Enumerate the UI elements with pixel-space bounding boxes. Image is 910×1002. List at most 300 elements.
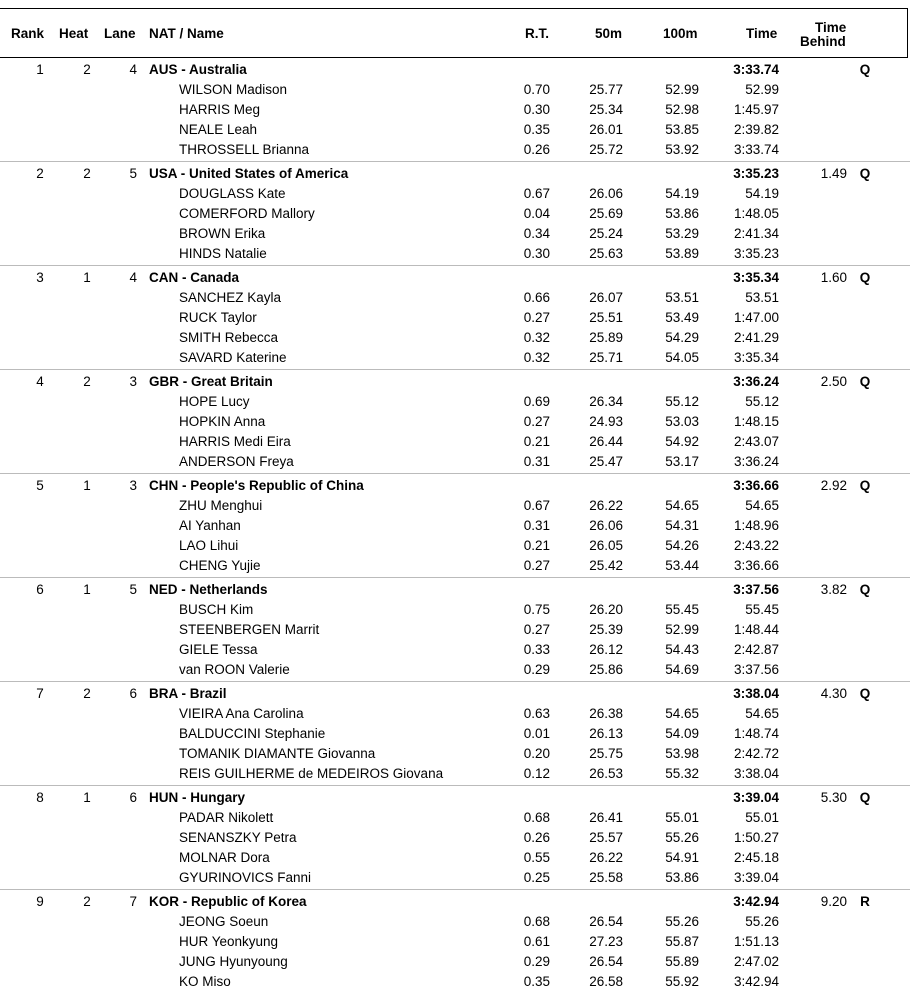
col-100m: 100m [663,26,698,41]
swimmer-row [0,80,910,100]
reaction-time: 0.75 [523,602,550,617]
reaction-time: 0.27 [523,558,550,573]
team-row [0,684,910,704]
swimmer-name: BUSCH Kim [179,602,254,617]
qualification-mark: Q [859,270,871,285]
swimmer-name: STEENBERGEN Marrit [179,622,320,637]
split-50m: 26.34 [589,394,623,409]
reaction-time: 0.55 [523,850,550,865]
reaction-time: 0.32 [523,350,550,365]
split-50m: 25.51 [589,310,623,325]
split-50m: 25.69 [589,206,623,221]
split-100m: 53.49 [665,310,699,325]
team-name: NED - Netherlands [149,582,268,597]
split-100m: 55.01 [665,810,699,825]
split-100m: 55.87 [665,934,699,949]
reaction-time: 0.67 [523,498,550,513]
cumulative-time: 1:48.05 [733,206,779,221]
cumulative-time: 3:33.74 [733,142,779,157]
split-50m: 26.53 [589,766,623,781]
split-50m: 25.86 [589,662,623,677]
split-50m: 26.54 [589,954,623,969]
team-heat: 1 [83,790,91,805]
team-time: 3:36.66 [733,478,779,493]
cumulative-time: 2:39.82 [733,122,779,137]
swimmer-name: ANDERSON Freya [179,454,294,469]
team-time: 3:38.04 [733,686,779,701]
split-50m: 26.01 [589,122,623,137]
reaction-time: 0.12 [523,766,550,781]
team-rank: 6 [36,582,44,597]
split-50m: 26.13 [589,726,623,741]
split-100m: 55.26 [665,914,699,929]
reaction-time: 0.25 [523,870,550,885]
swimmer-name: SANCHEZ Kayla [179,290,282,305]
split-100m: 53.86 [665,870,699,885]
swimmer-row [0,140,910,160]
split-100m: 52.99 [665,622,699,637]
reaction-time: 0.67 [523,186,550,201]
swimmer-name: THROSSELL Brianna [179,142,310,157]
cumulative-time: 1:45.97 [733,102,779,117]
team-name: GBR - Great Britain [149,374,273,389]
cumulative-time: 54.65 [745,498,779,513]
cumulative-time: 3:38.04 [733,766,779,781]
swimmer-row [0,704,910,724]
swimmer-row [0,660,910,680]
reaction-time: 0.26 [523,830,550,845]
team-row [0,788,910,808]
swimmer-name: CHENG Yujie [179,558,261,573]
swimmer-name: NEALE Leah [179,122,258,137]
split-100m: 52.98 [665,102,699,117]
swimmer-row [0,348,910,368]
swimmer-row [0,184,910,204]
split-100m: 54.43 [665,642,699,657]
swimmer-row [0,120,910,140]
team-lane: 5 [129,166,137,181]
split-100m: 53.98 [665,746,699,761]
team-rank: 3 [36,270,44,285]
split-100m: 53.51 [665,290,699,305]
split-100m: 52.99 [665,82,699,97]
reaction-time: 0.04 [523,206,550,221]
reaction-time: 0.33 [523,642,550,657]
cumulative-time: 1:48.15 [733,414,779,429]
cumulative-time: 2:43.07 [733,434,779,449]
swimmer-name: JEONG Soeun [179,914,269,929]
swimmer-name: BALDUCCINI Stephanie [179,726,326,741]
cumulative-time: 3:37.56 [733,662,779,677]
split-100m: 54.29 [665,330,699,345]
split-50m: 25.47 [589,454,623,469]
team-rank: 9 [36,894,44,909]
swimmer-row [0,328,910,348]
cumulative-time: 2:41.34 [733,226,779,241]
qualification-mark: Q [859,478,871,493]
swimmer-row [0,496,910,516]
swimmer-row [0,724,910,744]
swimmer-row [0,952,910,972]
team-lane: 4 [129,270,137,285]
team-time: 3:37.56 [733,582,779,597]
swimmer-name: HINDS Natalie [179,246,267,261]
split-50m: 26.12 [589,642,623,657]
cumulative-time: 2:43.22 [733,538,779,553]
reaction-time: 0.63 [523,706,550,721]
reaction-time: 0.31 [523,454,550,469]
swimmer-row [0,932,910,952]
team-rank: 8 [36,790,44,805]
cumulative-time: 55.01 [745,810,779,825]
team-time: 3:39.04 [733,790,779,805]
cumulative-time: 1:51.13 [733,934,779,949]
swimmer-row [0,640,910,660]
split-50m: 25.63 [589,246,623,261]
cumulative-time: 1:48.74 [733,726,779,741]
col-name: NAT / Name [149,26,224,41]
split-50m: 25.58 [589,870,623,885]
col-time: Time [746,26,778,41]
cumulative-time: 55.26 [745,914,779,929]
split-100m: 54.92 [665,434,699,449]
swimmer-name: GYURINOVICS Fanni [179,870,312,885]
split-100m: 55.12 [665,394,699,409]
col-50m: 50m [595,26,623,41]
reaction-time: 0.32 [523,330,550,345]
swimmer-name: VIEIRA Ana Carolina [179,706,304,721]
cumulative-time: 2:45.18 [733,850,779,865]
reaction-time: 0.27 [523,622,550,637]
swimmer-name: PADAR Nikolett [179,810,274,825]
col-time-behind-2: Behind [800,34,846,49]
split-50m: 27.23 [589,934,623,949]
reaction-time: 0.34 [523,226,550,241]
swimmer-row [0,392,910,412]
reaction-time: 0.61 [523,934,550,949]
team-separator [0,369,910,370]
team-rank: 1 [36,62,44,77]
team-heat: 1 [83,270,91,285]
cumulative-time: 54.65 [745,706,779,721]
swimmer-name: HARRIS Meg [179,102,261,117]
cumulative-time: 1:48.44 [733,622,779,637]
swimmer-row [0,204,910,224]
split-100m: 55.26 [665,830,699,845]
swimmer-name: HOPE Lucy [179,394,250,409]
team-rank: 5 [36,478,44,493]
cumulative-time: 55.45 [745,602,779,617]
team-time: 3:33.74 [733,62,779,77]
cumulative-time: 3:36.24 [733,454,779,469]
team-lane: 6 [129,790,137,805]
swimmer-name: van ROON Valerie [179,662,290,677]
split-100m: 53.89 [665,246,699,261]
cumulative-time: 52.99 [745,82,779,97]
reaction-time: 0.31 [523,518,550,533]
team-rank: 7 [36,686,44,701]
swimmer-name: BROWN Erika [179,226,266,241]
swimmer-row [0,972,910,992]
qualification-mark: Q [859,374,871,389]
team-row [0,892,910,912]
swimmer-name: AI Yanhan [179,518,241,533]
team-separator [0,889,910,890]
swimmer-name: KO Miso [179,974,231,989]
split-100m: 54.26 [665,538,699,553]
split-100m: 55.92 [665,974,699,989]
cumulative-time: 3:39.04 [733,870,779,885]
split-100m: 55.32 [665,766,699,781]
time-behind: 1.49 [820,166,847,181]
swimmer-row [0,848,910,868]
swimmer-row [0,808,910,828]
cumulative-time: 1:47.00 [733,310,779,325]
reaction-time: 0.66 [523,290,550,305]
reaction-time: 0.01 [523,726,550,741]
reaction-time: 0.30 [523,102,550,117]
swimmer-row [0,556,910,576]
split-100m: 54.91 [665,850,699,865]
team-rank: 4 [36,374,44,389]
reaction-time: 0.29 [523,662,550,677]
team-name: CAN - Canada [149,270,240,285]
swimmer-row [0,536,910,556]
team-name: USA - United States of America [149,166,349,181]
team-name: BRA - Brazil [149,686,227,701]
split-50m: 25.42 [589,558,623,573]
team-row [0,372,910,392]
cumulative-time: 1:50.27 [733,830,779,845]
split-50m: 26.54 [589,914,623,929]
split-100m: 53.86 [665,206,699,221]
team-time: 3:36.24 [733,374,779,389]
split-100m: 54.05 [665,350,699,365]
split-50m: 26.44 [589,434,623,449]
table-header [0,8,908,58]
split-50m: 26.22 [589,498,623,513]
split-50m: 26.22 [589,850,623,865]
split-100m: 54.65 [665,706,699,721]
team-row [0,580,910,600]
team-lane: 3 [129,374,137,389]
swimmer-row [0,912,910,932]
swimmer-name: REIS GUILHERME de MEDEIROS Giovana [179,766,444,781]
swimmer-name: SMITH Rebecca [179,330,279,345]
swimmer-row [0,452,910,472]
split-100m: 54.65 [665,498,699,513]
swimmer-row [0,308,910,328]
team-row [0,60,910,80]
col-lane: Lane [104,26,136,41]
split-50m: 25.24 [589,226,623,241]
team-name: AUS - Australia [149,62,247,77]
col-rank: Rank [11,26,45,41]
qualification-mark: Q [859,166,871,181]
cumulative-time: 54.19 [745,186,779,201]
swimmer-row [0,868,910,888]
split-50m: 25.57 [589,830,623,845]
reaction-time: 0.21 [523,434,550,449]
split-100m: 53.92 [665,142,699,157]
cumulative-time: 2:42.87 [733,642,779,657]
swimmer-name: COMERFORD Mallory [179,206,315,221]
team-separator [0,785,910,786]
time-behind: 2.92 [820,478,847,493]
split-50m: 25.72 [589,142,623,157]
team-name: HUN - Hungary [149,790,246,805]
reaction-time: 0.27 [523,414,550,429]
swimmer-row [0,744,910,764]
split-50m: 26.06 [589,186,623,201]
team-separator [0,161,910,162]
swimmer-row [0,620,910,640]
reaction-time: 0.30 [523,246,550,261]
reaction-time: 0.29 [523,954,550,969]
cumulative-time: 53.51 [745,290,779,305]
team-lane: 6 [129,686,137,701]
time-behind: 3.82 [820,582,847,597]
team-name: KOR - Republic of Korea [149,894,307,909]
team-lane: 3 [129,478,137,493]
swimmer-name: MOLNAR Dora [179,850,270,865]
split-100m: 54.09 [665,726,699,741]
team-heat: 1 [83,478,91,493]
team-heat: 2 [83,374,91,389]
team-row [0,164,910,184]
split-100m: 55.45 [665,602,699,617]
split-50m: 26.58 [589,974,623,989]
split-50m: 25.34 [589,102,623,117]
team-time: 3:35.34 [733,270,779,285]
cumulative-time: 3:35.34 [733,350,779,365]
qualification-mark: Q [859,686,871,701]
swimmer-row [0,828,910,848]
team-separator [0,473,910,474]
team-time: 3:42.94 [733,894,779,909]
swimmer-name: HOPKIN Anna [179,414,266,429]
swimmer-name: DOUGLASS Kate [179,186,286,201]
split-100m: 54.69 [665,662,699,677]
cumulative-time: 2:41.29 [733,330,779,345]
split-100m: 54.31 [665,518,699,533]
split-100m: 53.17 [665,454,699,469]
swimmer-name: ZHU Menghui [179,498,263,513]
team-lane: 7 [129,894,137,909]
qualification-mark: R [860,894,870,909]
swimmer-name: LAO Lihui [179,538,239,553]
split-50m: 26.06 [589,518,623,533]
col-time-behind-1: Time [815,20,847,35]
swimmer-name: SAVARD Katerine [179,350,287,365]
team-lane: 5 [129,582,137,597]
team-heat: 2 [83,894,91,909]
time-behind: 4.30 [820,686,847,701]
team-heat: 1 [83,582,91,597]
team-heat: 2 [83,686,91,701]
time-behind: 2.50 [820,374,847,389]
swimmer-name: WILSON Madison [179,82,288,97]
reaction-time: 0.35 [523,974,550,989]
team-separator [0,577,910,578]
swimmer-name: SENANSZKY Petra [179,830,297,845]
swimmer-row [0,224,910,244]
team-lane: 4 [129,62,137,77]
split-100m: 53.85 [665,122,699,137]
reaction-time: 0.68 [523,914,550,929]
swimmer-row [0,432,910,452]
team-heat: 2 [83,62,91,77]
time-behind: 1.60 [820,270,847,285]
split-100m: 53.44 [665,558,699,573]
split-50m: 25.89 [589,330,623,345]
cumulative-time: 55.12 [745,394,779,409]
reaction-time: 0.20 [523,746,550,761]
qualification-mark: Q [859,790,871,805]
swimmer-row [0,600,910,620]
swimmer-row [0,100,910,120]
team-name: CHN - People's Republic of China [149,478,364,493]
team-row [0,476,910,496]
team-row [0,268,910,288]
swimmer-name: GIELE Tessa [179,642,258,657]
split-50m: 25.75 [589,746,623,761]
time-behind: 5.30 [820,790,847,805]
reaction-time: 0.27 [523,310,550,325]
swimmer-name: HUR Yeonkyung [179,934,279,949]
swimmer-name: RUCK Taylor [179,310,257,325]
cumulative-time: 3:35.23 [733,246,779,261]
team-separator [0,681,910,682]
reaction-time: 0.21 [523,538,550,553]
time-behind: 9.20 [820,894,847,909]
swimmer-row [0,412,910,432]
swimmer-row [0,764,910,784]
split-50m: 25.77 [589,82,623,97]
split-100m: 53.03 [665,414,699,429]
cumulative-time: 2:47.02 [733,954,779,969]
split-50m: 26.05 [589,538,623,553]
qualification-mark: Q [859,582,871,597]
qualification-mark: Q [859,62,871,77]
split-50m: 26.07 [589,290,623,305]
swimmer-name: JUNG Hyunyoung [179,954,288,969]
reaction-time: 0.70 [523,82,550,97]
split-50m: 26.38 [589,706,623,721]
split-100m: 53.29 [665,226,699,241]
col-rt: R.T. [525,26,550,41]
split-50m: 25.71 [589,350,623,365]
split-50m: 24.93 [589,414,623,429]
team-heat: 2 [83,166,91,181]
swimmer-row [0,288,910,308]
cumulative-time: 2:42.72 [733,746,779,761]
split-100m: 55.89 [665,954,699,969]
split-50m: 25.39 [589,622,623,637]
team-rank: 2 [36,166,44,181]
reaction-time: 0.69 [523,394,550,409]
team-separator [0,265,910,266]
swimmer-row [0,244,910,264]
cumulative-time: 3:42.94 [733,974,779,989]
split-100m: 54.19 [665,186,699,201]
swimmer-name: TOMANIK DIAMANTE Giovanna [179,746,376,761]
cumulative-time: 1:48.96 [733,518,779,533]
reaction-time: 0.35 [523,122,550,137]
swimmer-row [0,516,910,536]
col-heat: Heat [59,26,89,41]
reaction-time: 0.26 [523,142,550,157]
